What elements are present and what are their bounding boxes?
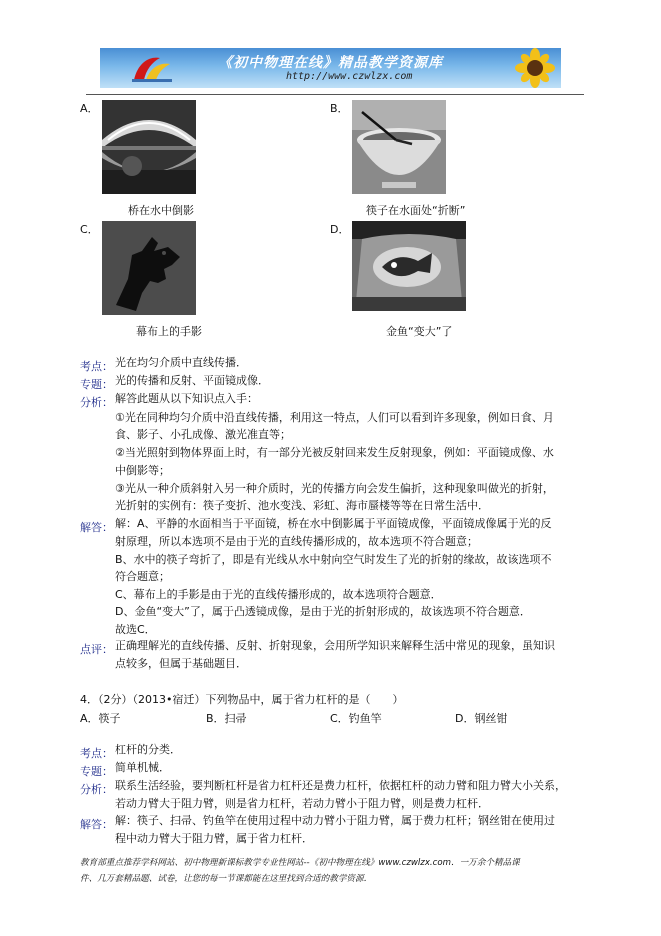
sunflower-image [511, 48, 557, 88]
q3-jieda-line: 故选C． [115, 623, 156, 636]
site-logo [130, 52, 174, 84]
option-b-photo [352, 100, 446, 194]
q3-jieda-line: C、幕布上的手影是由于光的直线传播形成的，故本选项符合题意． [115, 588, 442, 601]
q4-jieda-line: 解：筷子、扫帚、钓鱼竿在使用过程中动力臂小于阻力臂，属于费力杠杆；钢丝钳在使用过 [115, 814, 555, 827]
footer-line-2: 件、几万套精品题、试卷，让您的每一节课都能在这里找到合适的教学资源． [80, 874, 373, 884]
q4-kaodian-label: 考点： [80, 747, 113, 760]
option-a-caption: 桥在水中倒影 [128, 204, 194, 217]
option-b-letter: B． [330, 102, 349, 115]
q3-kaodian-label: 考点： [80, 360, 113, 373]
q3-jieda-line: D、金鱼“变大”了，属于凸透镜成像，是由于光的折射形成的，故该选项不符合题意． [115, 605, 531, 618]
option-d-letter: D． [330, 223, 350, 236]
q3-jieda-line: 解：A、平静的水面相当于平面镜，桥在水中倒影属于平面镜成像，平面镜成像属于光的反 [115, 517, 552, 530]
q3-fenxi-line: ③光从一种介质斜射入另一种介质时，光的传播方向会发生偏折，这种现象叫做光的折射， [115, 482, 554, 495]
q4-fenxi-line: 若动力臂大于阻力臂，则是省力杠杆，若动力臂小于阻力臂，则是费力杠杆． [115, 797, 489, 810]
q3-jieda-line: 射原理，所以本选项不是由于光的直线传播形成的，故本选项不符合题意； [115, 535, 478, 548]
option-c-caption: 幕布上的手影 [136, 325, 202, 338]
option-a-letter: A． [80, 102, 99, 115]
header-rule [86, 94, 584, 95]
q3-fenxi-label: 分析： [80, 396, 113, 409]
option-d-caption: 金鱼“变大”了 [386, 325, 453, 338]
q4-choice-a: A．筷子 [80, 712, 121, 725]
q4-zhuanti-text: 简单机械． [115, 761, 170, 774]
option-c-photo [102, 221, 196, 315]
q3-jieda-line: B、水中的筷子弯折了，即是有光线从水中射向空气时发生了光的折射的缘故，故该选项不 [115, 553, 552, 566]
q3-fenxi-line: 解答此题从以下知识点入手： [115, 392, 258, 405]
option-c-letter: C． [80, 223, 99, 236]
q3-fenxi-line: ①光在同种均匀介质中沿直线传播，利用这一特点，人们可以看到许多现象，例如日食、月 [115, 411, 554, 424]
option-a-photo [102, 100, 196, 194]
q4-jieda-line: 程中动力臂大于阻力臂，属于省力杠杆． [115, 832, 313, 845]
q3-jieda-line: 符合题意； [115, 570, 170, 583]
q3-dianping-label: 点评： [80, 643, 113, 656]
q4-fenxi-label: 分析： [80, 783, 113, 796]
q4-kaodian-text: 杠杆的分类． [115, 743, 181, 756]
q4-zhuanti-label: 专题： [80, 765, 113, 778]
header-banner [100, 48, 561, 88]
q4-fenxi-line: 联系生活经验，要判断杠杆是省力杠杆还是费力杠杆，依据杠杆的动力臂和阻力臂大小关系， [115, 779, 566, 792]
q4-stem: 4．（2分）（2013•宿迁）下列物品中，属于省力杠杆的是（ ） [80, 693, 404, 706]
q3-zhuanti-label: 专题： [80, 378, 113, 391]
q4-jieda-label: 解答： [80, 818, 113, 831]
banner-url: http://www.czwlzx.com [286, 71, 413, 82]
q3-dianping-line: 正确理解光的直线传播、反射、折射现象，会用所学知识来解释生活中常见的现象，虽知识 [115, 639, 555, 652]
q3-dianping-line: 点较多，但属于基础题目． [115, 657, 247, 670]
q3-zhuanti-text: 光的传播和反射、平面镜成像． [115, 374, 269, 387]
q3-fenxi-line: 中倒影等； [115, 464, 170, 477]
q4-choice-b: B．扫帚 [206, 712, 247, 725]
footer-line-1: 教育部重点推荐学科网站、初中物理新课标教学专业性网站--《初中物理在线》www.czwlzx.com．一万余个精品课 [80, 858, 520, 868]
q3-kaodian-text: 光在均匀介质中直线传播． [115, 356, 247, 369]
banner-title: 《初中物理在线》精品教学资源库 [218, 55, 443, 71]
q3-fenxi-line: ②当光照射到物体界面上时，有一部分光被反射回来发生反射现象，例如：平面镜成像、水 [115, 446, 554, 459]
q3-fenxi-line: 食、影子、小孔成像、激光准直等； [115, 428, 291, 441]
option-b-caption: 筷子在水面处“折断” [366, 204, 466, 217]
q4-choice-c: C．钓鱼竿 [330, 712, 382, 725]
q3-jieda-label: 解答： [80, 521, 113, 534]
option-d-photo [352, 221, 466, 311]
q4-choice-d: D．钢丝钳 [455, 712, 508, 725]
q3-fenxi-line: 光折射的实例有：筷子变折、池水变浅、彩虹、海市蜃楼等等在日常生活中． [115, 499, 489, 512]
